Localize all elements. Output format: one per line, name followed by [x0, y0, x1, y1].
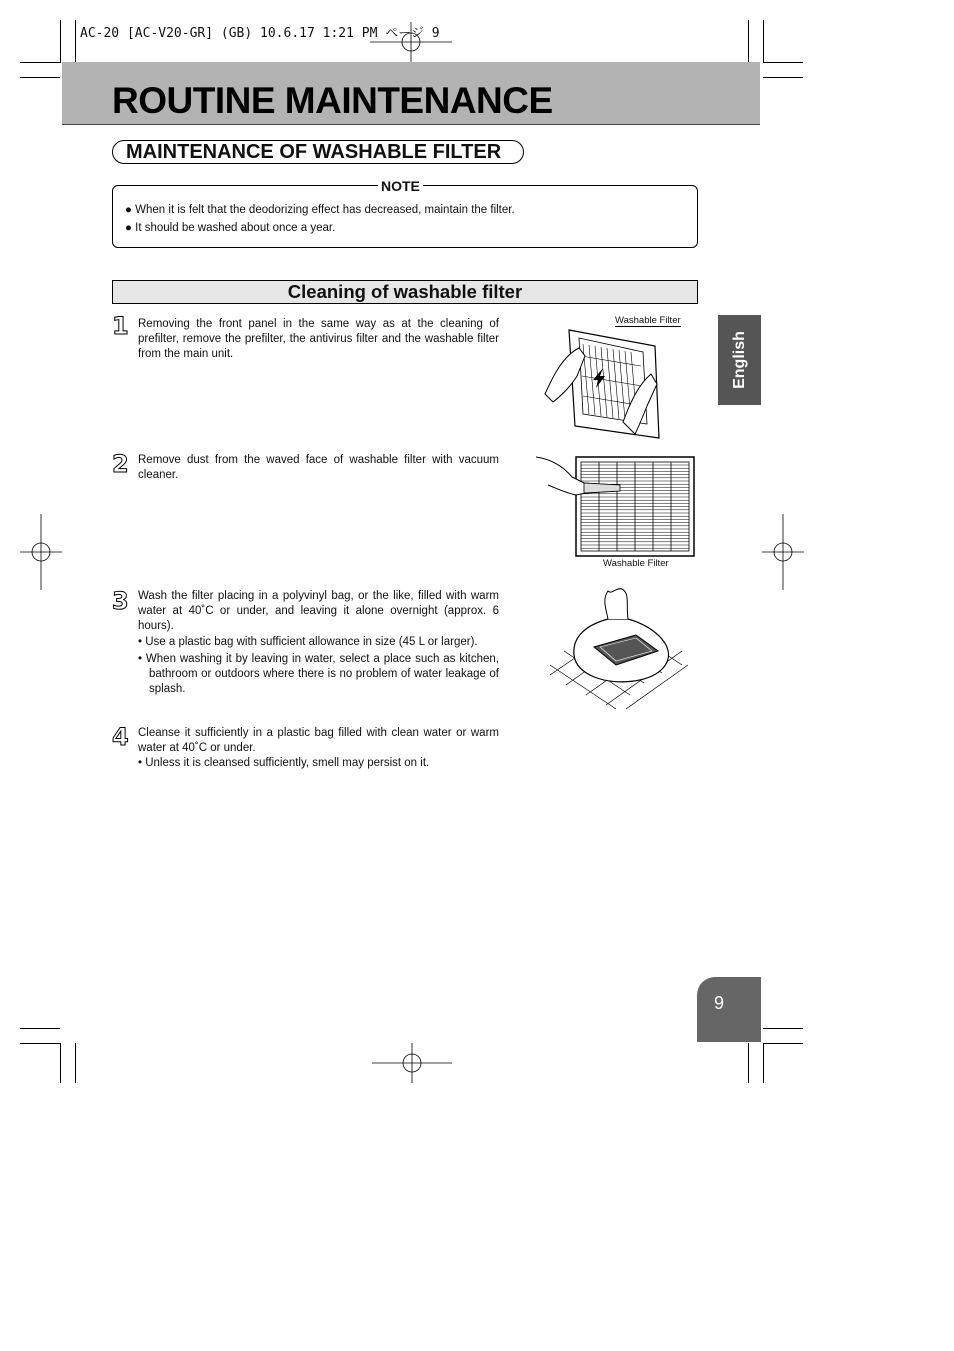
step-text: Wash the filter placing in a polyvinyl bag, or the like, filled with warm water at 40˚C or under, and leaving it alone overnight (approx. 6 hours). • Use a plastic bag with sufficient allowance in size (45 L or larger). • When washing it by leaving in water, select a place such as kitchen, bathroom or outdoors where there is no problem of water leakage of splash.: [138, 590, 499, 695]
note-label: NOTE: [378, 178, 423, 194]
language-tab: [718, 315, 761, 405]
print-header: AC-20 [AC-V20-GR] (GB) 10.6.17 1:21 PM ページ 9: [80, 26, 440, 41]
subsection-heading: [112, 280, 698, 304]
registration-mark-right: [762, 514, 804, 590]
crop-mark: [763, 1043, 764, 1083]
crop-mark: [20, 1043, 60, 1044]
crop-mark: [748, 20, 749, 63]
step-text: Cleanse it sufficiently in a plastic bag filled with clean water or warm water at 40˚C or under. • Unless it is cleansed sufficiently, smell may persist on it.: [138, 727, 499, 769]
crop-mark: [763, 20, 764, 63]
bag-washing-illustration: [546, 585, 692, 711]
page-number-tab: [697, 977, 761, 1042]
step-number: 2: [112, 450, 129, 478]
subsection-title: Cleaning of washable filter: [287, 281, 523, 302]
crop-mark: [20, 62, 60, 63]
language-tab-label: English: [730, 331, 748, 389]
crop-mark: [60, 20, 61, 63]
crop-mark: [763, 62, 803, 63]
crop-mark: [20, 77, 60, 78]
section-heading: [112, 140, 524, 164]
step-text: Remove dust from the waved face of washable filter with vacuum cleaner.: [138, 454, 499, 481]
page-number: 9: [714, 993, 725, 1013]
note-box: [112, 185, 698, 248]
title-band: [62, 62, 760, 125]
figure-label: Washable Filter: [603, 558, 669, 569]
step-number: 3: [112, 587, 129, 615]
crop-mark: [60, 1043, 61, 1083]
filter-removal-illustration: [543, 326, 665, 442]
step-number: 4: [112, 723, 129, 751]
section-title: MAINTENANCE OF WASHABLE FILTER: [126, 141, 502, 163]
vacuum-cleaning-illustration: [536, 455, 698, 559]
step-number: 1: [112, 312, 129, 340]
step-text: Removing the front panel in the same way as at the cleaning of prefilter, remove the prefilter, the antivirus filter and the washable filter from the main unit.: [138, 318, 499, 360]
crop-mark: [763, 1043, 803, 1044]
crop-mark: [763, 1028, 803, 1029]
note-item: ● It should be washed about once a year.: [125, 222, 336, 234]
figure-label: Washable Filter: [615, 315, 681, 326]
page-title: ROUTINE MAINTENANCE: [112, 80, 553, 121]
registration-mark-left: [20, 514, 62, 590]
crop-mark: [763, 77, 803, 78]
crop-mark: [20, 1028, 60, 1029]
crop-mark: [748, 1043, 749, 1083]
registration-mark-bottom: [372, 1043, 452, 1083]
crop-mark: [75, 20, 76, 63]
crop-mark: [75, 1043, 76, 1083]
note-item: ● When it is felt that the deodorizing effect has decreased, maintain the filter.: [125, 204, 515, 216]
